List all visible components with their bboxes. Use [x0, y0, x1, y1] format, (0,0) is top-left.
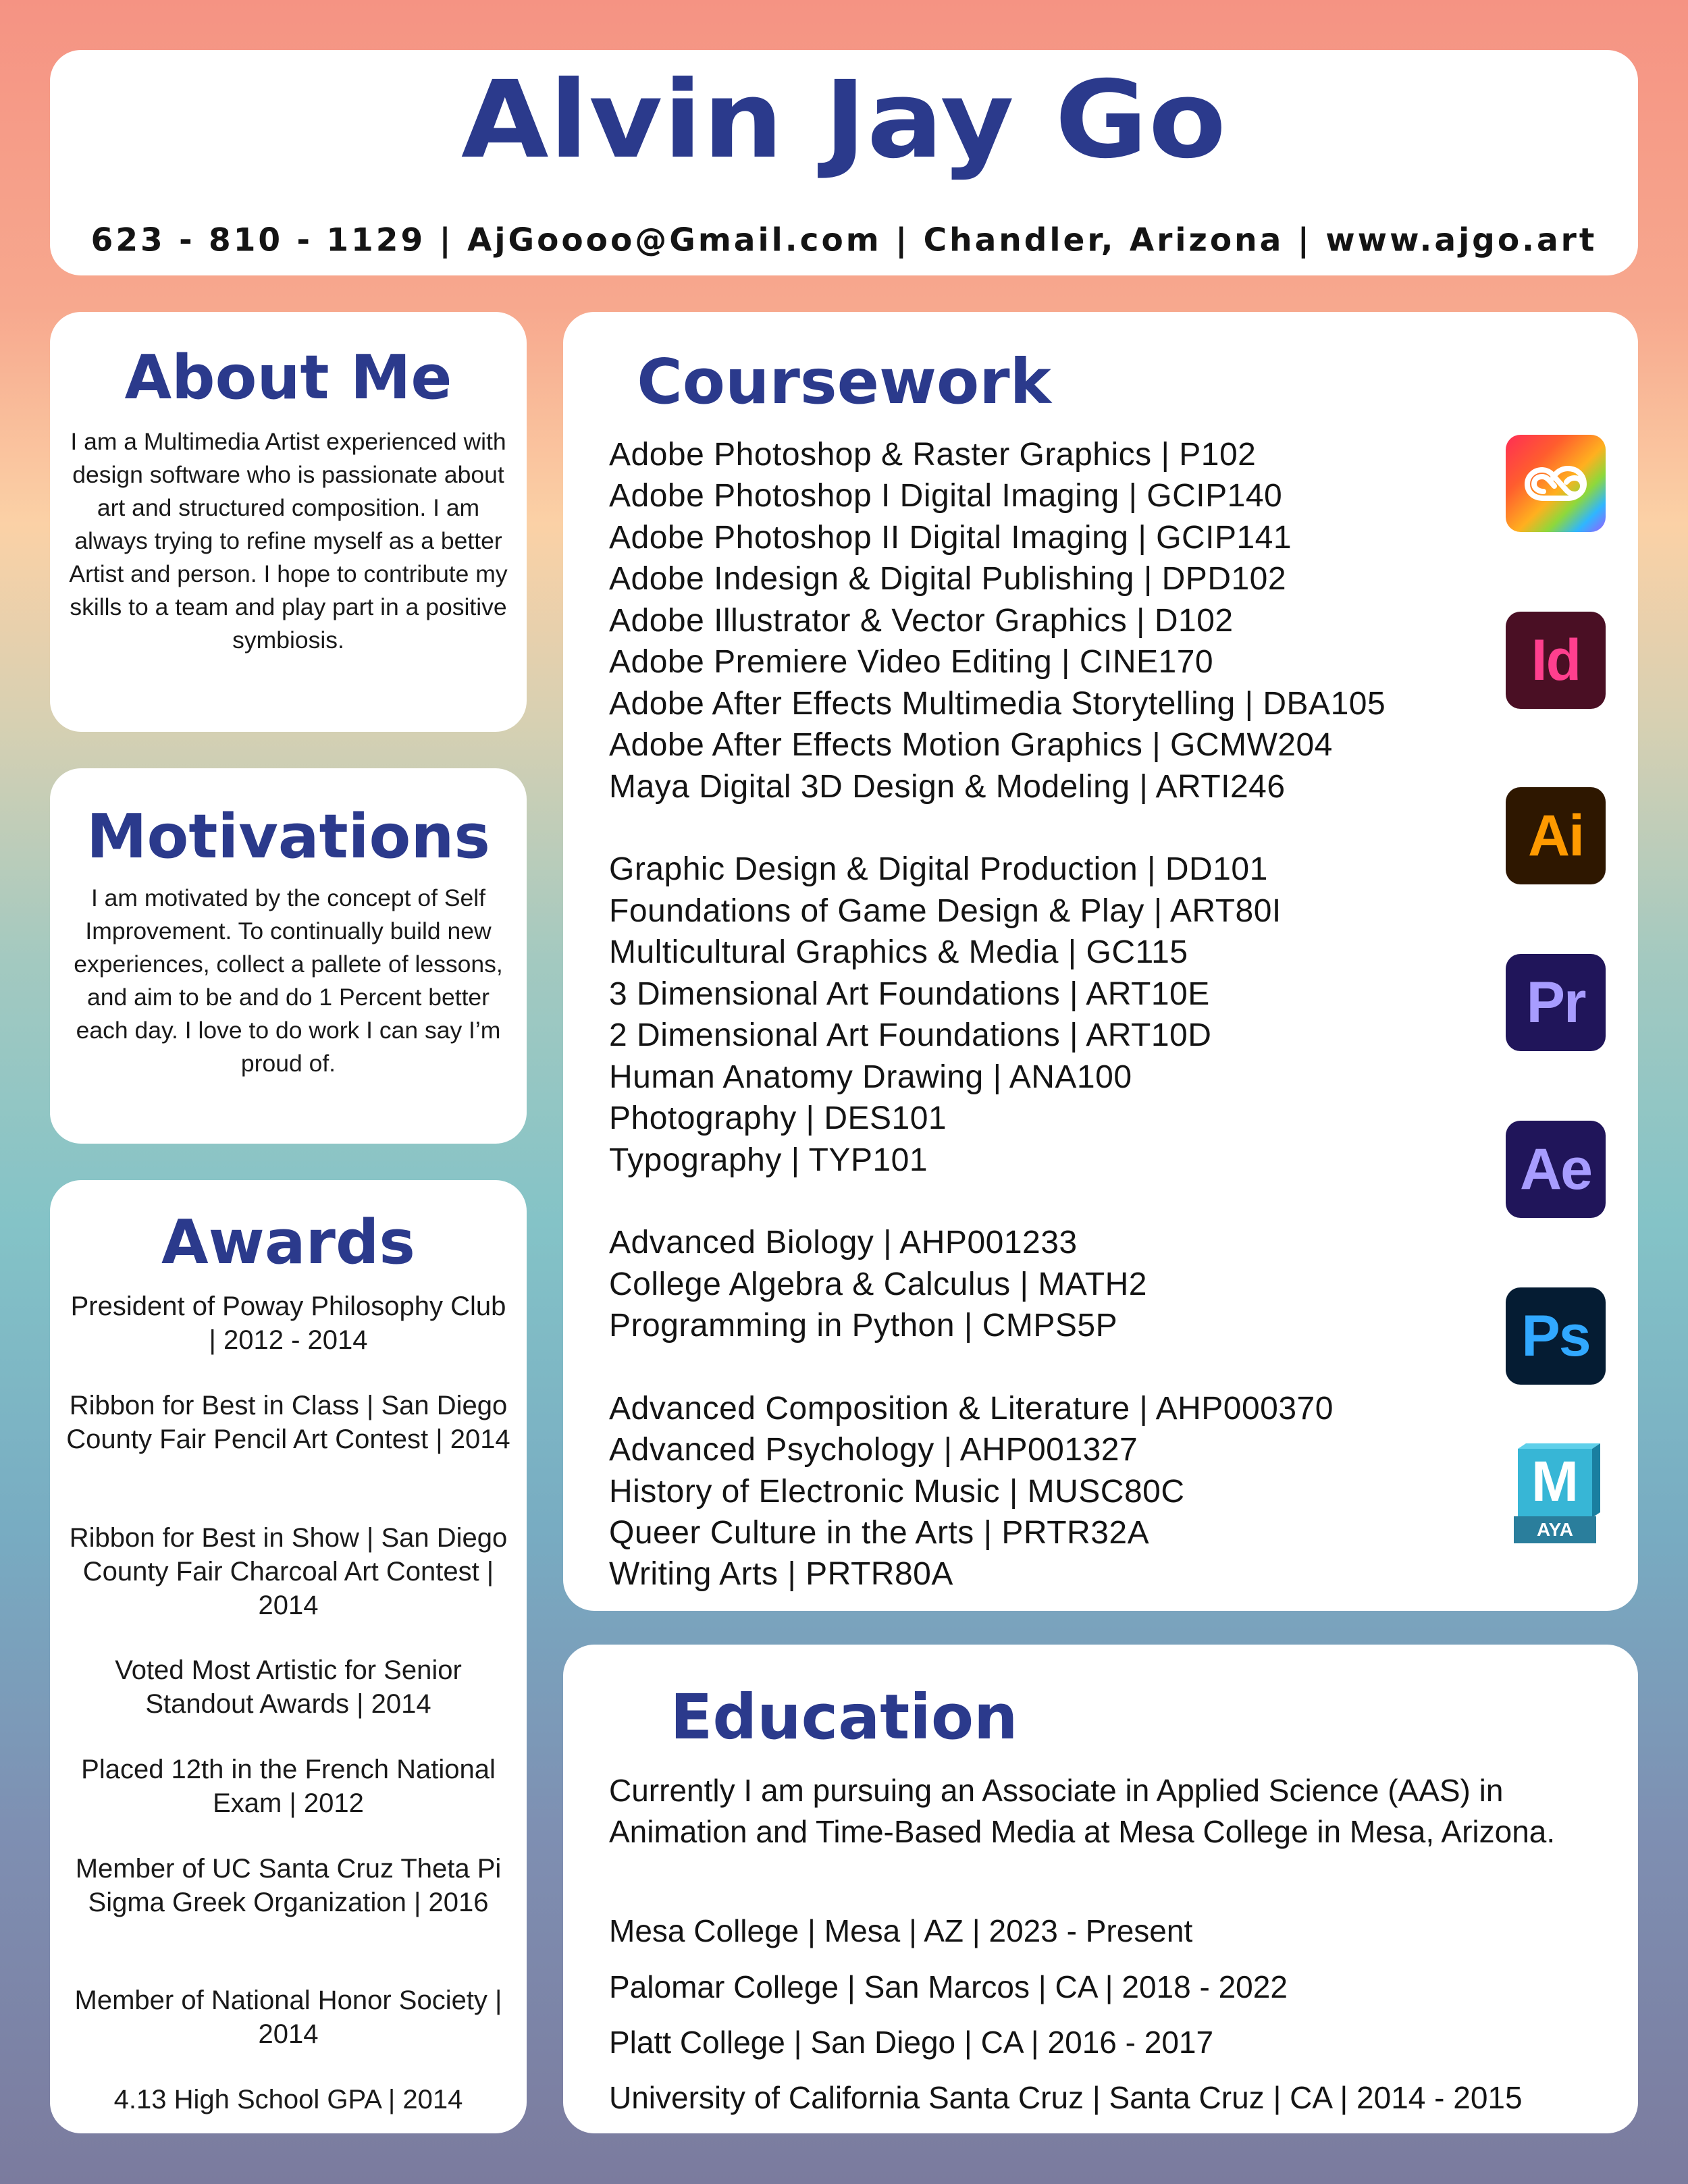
course-item: Queer Culture in the Arts | PRTR32A	[609, 1515, 1150, 1551]
course-item: Adobe Premiere Video Editing | CINE170	[609, 644, 1214, 680]
after-effects-icon: Ae	[1506, 1121, 1606, 1218]
education-heading: Education	[670, 1681, 1018, 1753]
course-item: Human Anatomy Drawing | ANA100	[609, 1059, 1132, 1095]
coursework-heading: Coursework	[637, 346, 1051, 418]
course-item: 2 Dimensional Art Foundations | ART10D	[609, 1017, 1212, 1053]
awards-card	[50, 1180, 527, 2133]
course-item: Adobe After Effects Motion Graphics | GCMW204	[609, 727, 1333, 763]
course-item: Programming in Python | CMPS5P	[609, 1308, 1118, 1343]
motivations-text: I am motivated by the concept of Self Improvement. To continually build new experiences, collect a pallete of lessons, and aim to be and do 1 Percent better each day. I love to do work I can say I’m proud of.	[74, 884, 503, 1077]
about-me-text: I am a Multimedia Artist experienced with design software who is passionate about art and structured composition. I am always trying to refine myself as a better Artist and person. I hope to contribute my skills to a team and play part in a positive symbiosis.	[69, 428, 508, 654]
course-item: Adobe Photoshop I Digital Imaging | GCIP140	[609, 478, 1283, 514]
course-item: Advanced Composition & Literature | AHP000370	[609, 1391, 1334, 1427]
award-item: Ribbon for Best in Class | San Diego County Fair Pencil Art Contest | 2014	[66, 1391, 510, 1454]
maya-label: AYA	[1537, 1519, 1573, 1540]
award-item: Ribbon for Best in Show | San Diego County Fair Charcoal Art Contest | 2014	[69, 1523, 508, 1620]
motivations-heading: Motivations	[86, 801, 490, 872]
illustrator-icon: Ai	[1506, 787, 1606, 884]
course-item: Writing Arts | PRTR80A	[609, 1556, 953, 1592]
course-item: Adobe Photoshop & Raster Graphics | P102	[609, 437, 1257, 473]
school-item: Palomar College | San Marcos | CA | 2018 - 2022	[609, 1969, 1288, 2004]
award-item: Voted Most Artistic for Senior Standout Awards | 2014	[115, 1655, 462, 1719]
creative-cloud-icon	[1506, 435, 1606, 532]
contact-line: 623 - 810 - 1129 | AjGoooo@Gmail.com | Chandler, Arizona | www.ajgo.art	[90, 221, 1598, 259]
school-item: Mesa College | Mesa | AZ | 2023 - Present	[609, 1913, 1193, 1948]
award-item: 4.13 High School GPA | 2014	[113, 2085, 463, 2114]
award-item: Placed 12th in the French National Exam | 2012	[81, 1755, 496, 1818]
course-item: Advanced Biology | AHP001233	[609, 1225, 1078, 1260]
maya-letter: M	[1531, 1449, 1579, 1513]
course-item: Graphic Design & Digital Production | DD101	[609, 851, 1268, 887]
award-item: Member of National Honor Society | 2014	[74, 1986, 502, 2049]
maya-icon	[1511, 1443, 1600, 1545]
course-item: Photography | DES101	[609, 1100, 947, 1136]
course-item: Adobe Illustrator & Vector Graphics | D102	[609, 603, 1234, 639]
course-item: Advanced Psychology | AHP001327	[609, 1432, 1138, 1468]
motivations-card	[50, 768, 527, 1144]
name-title: Alvin Jay Go	[460, 58, 1228, 182]
school-item: Platt College | San Diego | CA | 2016 - 2017	[609, 2025, 1214, 2060]
creative-cloud-glyph	[1523, 462, 1588, 505]
about-me-heading: About Me	[124, 342, 452, 413]
course-item: Maya Digital 3D Design & Modeling | ARTI246	[609, 769, 1286, 805]
award-item: Member of UC Santa Cruz Theta Pi Sigma Greek Organization | 2016	[75, 1854, 502, 1917]
course-item: Typography | TYP101	[609, 1142, 928, 1178]
photoshop-icon: Ps	[1506, 1287, 1606, 1385]
course-item: Multicultural Graphics & Media | GC115	[609, 934, 1188, 970]
course-item: Adobe Photoshop II Digital Imaging | GCIP141	[609, 520, 1292, 556]
premiere-icon: Pr	[1506, 954, 1606, 1051]
course-item: Adobe After Effects Multimedia Storytelling | DBA105	[609, 686, 1386, 722]
awards-heading: Awards	[161, 1207, 415, 1278]
indesign-icon: Id	[1506, 612, 1606, 709]
header-card	[50, 50, 1638, 275]
course-item: 3 Dimensional Art Foundations | ART10E	[609, 976, 1210, 1012]
school-item: University of California Santa Cruz | Santa Cruz | CA | 2014 - 2015	[609, 2080, 1523, 2115]
course-item: Foundations of Game Design & Play | ART80I	[609, 893, 1282, 929]
course-item: College Algebra & Calculus | MATH2	[609, 1267, 1147, 1302]
education-summary: Currently I am pursuing an Associate in Applied Science (AAS) in Animation and Time-Based Media at Mesa College in Mesa, Arizona.	[609, 1773, 1556, 1849]
course-item: History of Electronic Music | MUSC80C	[609, 1474, 1185, 1510]
award-item: President of Poway Philosophy Club | 2012 - 2014	[70, 1291, 506, 1355]
course-item: Adobe Indesign & Digital Publishing | DPD102	[609, 561, 1287, 597]
